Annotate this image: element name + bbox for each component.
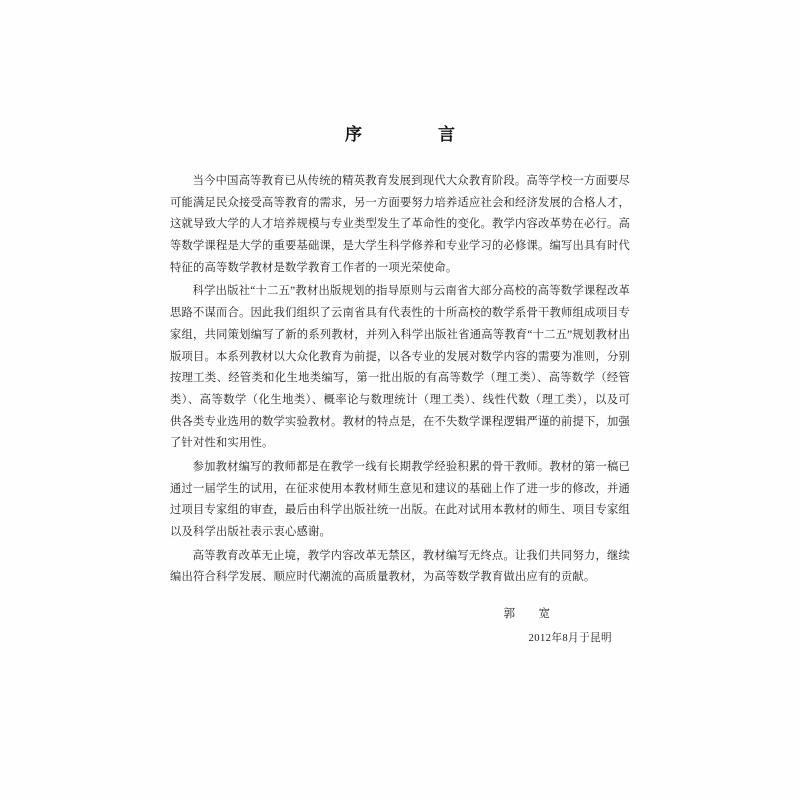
document-body (170, 120, 630, 645)
signature-date: 2012年8月于昆明 (528, 633, 612, 645)
paragraph-3: 参加教材编写的教师都是在教学一线有长期教学经验积累的骨干教师。教材的第一稿已通过一届学生的试用，在征求使用本教材师生意见和建议的基础上作了进一步的修改，并通过项目专家组的审查，最后由科学出版社统一出版。在此对试用本教材的师生、项目专家组以及科学出版社表示衷心感谢。 (170, 460, 630, 538)
paragraph-1: 当今中国高等教育已从传统的精英教育发展到现代大众教育阶段。高等学校一方面要尽可能满足民众接受高等教育的需求，另一方面要努力培养适应社会和经济发展的合格人才，这就导致大学的人才培养规模与专业类型发生了革命性的变化。教学内容改革势在必行。高等数学课程是大学的重要基础课，是大学生科学修养和专业学习的必修课。编写出具有时代特征的高等数学教材是数学教育工作者的一项光荣使命。 (170, 175, 630, 274)
author-signature: 郭 宽 (503, 608, 556, 621)
paragraph-4: 高等教育改革无止境，教学内容改革无禁区，教材编写无终点。让我们共同努力，继续编出符合科学发展、顺应时代潮流的高质量教材，为高等数学教育做出应有的贡献。 (170, 549, 630, 584)
paragraph-2: 科学出版社“十二五”教材出版规划的指导原则与云南省大部分高校的高等数学课程改革思路不谋而合。因此我们组织了云南省具有代表性的十所高校的数学系骨干教师组成项目专家组，共同策划编写了新的系列教材，并列入科学出版社省通高等教育“十二五”规划教材出版项目。本系列教材以大众化教育为前提，以各专业的发展对数学内容的需要为准则，分别按理工类、经管类和化生地类编写，第一批出版的有高等数学（理工类）、高等数学（经管类）、高等数学（化生地类）、概率论与数理统计（理工类）、线性代数（理工类），以及可供各类专业选用的数学实验教材。教材的特点是，在不失数学课程逻辑严谨的前提下，加强了针对性和实用性。 (170, 285, 630, 450)
page-title: 序 言 (345, 125, 469, 144)
